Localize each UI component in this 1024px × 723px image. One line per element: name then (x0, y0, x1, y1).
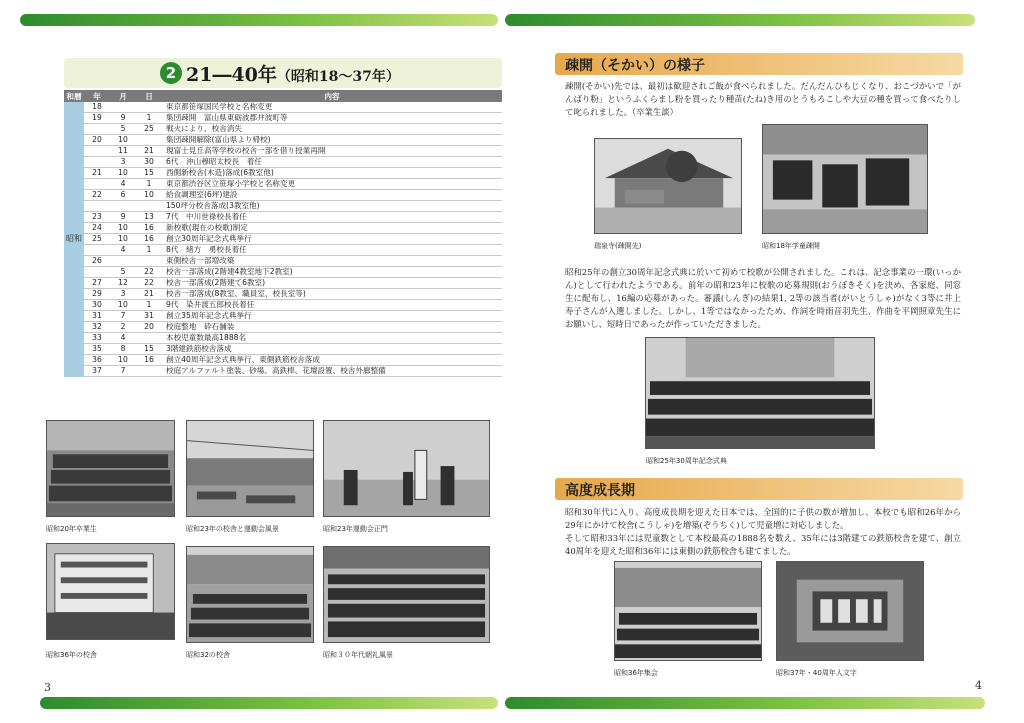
month-cell: 8 (110, 344, 136, 355)
month-cell: 4 (110, 333, 136, 344)
content-cell: 7代 中川世祿校長着任 (162, 212, 502, 223)
table-row (64, 366, 502, 377)
month-cell: 6 (110, 190, 136, 201)
year-cell: 19 (84, 113, 110, 124)
section-title-main: 21―40年 (186, 64, 277, 86)
content-cell: 創立30周年記念式典挙行 (162, 234, 502, 245)
day-cell: 16 (136, 234, 162, 245)
year-cell: 22 (84, 190, 110, 201)
table-row (64, 322, 502, 333)
table-row (64, 234, 502, 245)
content-cell: 給食調理室(6坪)建設 (162, 190, 502, 201)
month-cell: 3 (110, 289, 136, 300)
table-row (64, 300, 502, 311)
photo-showa37-human-letters (776, 561, 924, 661)
day-cell: 22 (136, 278, 162, 289)
day-cell: 22 (136, 267, 162, 278)
header-year: 年 (84, 90, 110, 102)
caption-ceremony: 昭和25年30周年記念式典 (646, 457, 727, 465)
month-cell: 5 (110, 267, 136, 278)
content-cell: 創立40周年記念式典挙行、東側鉄筋校舎落成 (162, 355, 502, 366)
month-cell (110, 201, 136, 212)
year-cell: 27 (84, 278, 110, 289)
table-row (64, 212, 502, 223)
year-cell (84, 157, 110, 168)
year-cell: 35 (84, 344, 110, 355)
photo-showa30s-morning-assembly (323, 546, 490, 643)
day-cell: 10 (136, 190, 162, 201)
month-cell: 2 (110, 322, 136, 333)
content-cell: 集団疎開解除(富山県より帰校) (162, 135, 502, 146)
caption-photo-6: 昭和３０年代朝礼風景 (323, 651, 393, 659)
day-cell: 1 (136, 113, 162, 124)
day-cell: 25 (136, 124, 162, 135)
section-title (186, 60, 400, 87)
month-cell: 10 (110, 168, 136, 179)
day-cell: 21 (136, 146, 162, 157)
section-title-sub: （昭和18～37年） (276, 69, 400, 85)
table-row (64, 344, 502, 355)
section-heading (64, 58, 502, 88)
year-cell: 36 (84, 355, 110, 366)
content-cell: 校庭整地 砕石舗装 (162, 322, 502, 333)
day-cell: 15 (136, 344, 162, 355)
table-row (64, 311, 502, 322)
year-cell: 33 (84, 333, 110, 344)
day-cell: 20 (136, 322, 162, 333)
top-band-left (20, 14, 498, 26)
caption-photo-5: 昭和32の校舎 (186, 651, 230, 659)
paragraph-sokai: 疎開(そかい)先では、最初は歓迎されご飯が食べられました。だんだんひもじくなり、おこづかいで「がんばり粉」というふくらまし粉を買ったり種苗(たね)き用のとうもろこしや大豆の種を買って食べたりして叱られました。（卒業生談） (565, 81, 961, 117)
month-cell: 9 (110, 113, 136, 124)
day-cell: 16 (136, 223, 162, 234)
history-table-body (64, 102, 502, 377)
header-month: 月 (110, 90, 136, 102)
content-cell: 9代 染井渡五郎校長着任 (162, 300, 502, 311)
month-cell: 9 (110, 212, 136, 223)
content-cell: 現富士見丘高等学校の校舎一部を借り授業再開 (162, 146, 502, 157)
page-number-right: 4 (975, 679, 982, 692)
caption-human-letters: 昭和37年・40周年人文字 (776, 669, 857, 677)
table-row (64, 168, 502, 179)
year-cell: 32 (84, 322, 110, 333)
year-cell: 18 (84, 102, 110, 113)
day-cell (136, 256, 162, 267)
day-cell: 16 (136, 355, 162, 366)
header-day: 日 (136, 90, 162, 102)
history-table (64, 90, 502, 377)
page-number-left: 3 (44, 681, 51, 694)
bottom-band-right (505, 697, 985, 709)
bottom-band-left (40, 697, 498, 709)
photo-showa25-ceremony (645, 337, 875, 449)
heading-high-growth (555, 478, 963, 500)
caption-evacuation: 昭和18年学童疎開 (762, 242, 820, 250)
content-cell: 創立35周年記念式典挙行 (162, 311, 502, 322)
month-cell: 3 (110, 157, 136, 168)
caption-zuisenji: 瑞泉寺(疎開先) (594, 242, 642, 250)
year-cell: 23 (84, 212, 110, 223)
month-cell: 10 (110, 355, 136, 366)
paragraph-high-growth-1: 昭和30年代に入り、高度成長期を迎えた日本では、全国的に子供の数が増加し、本校でも昭和26年から29年にかけて校舎(こうしゃ)を増築(ぞうちく)して児童増に対応しました。 (565, 507, 961, 530)
day-cell (136, 135, 162, 146)
heading-sokai (555, 53, 963, 75)
content-cell: 3階建鉄筋校舎落成 (162, 344, 502, 355)
section-number-badge: 2 (160, 62, 182, 84)
content-cell: 150坪分校舎落成(3教室他) (162, 201, 502, 212)
day-cell (136, 102, 162, 113)
table-row (64, 201, 502, 212)
content-cell: 東側校舎一部増改築 (162, 256, 502, 267)
year-cell: 24 (84, 223, 110, 234)
year-cell: 20 (84, 135, 110, 146)
header-content: 内容 (162, 90, 502, 102)
paragraph-school-song: 昭和25年の創立30周年記念式典に於いて初めて校歌が公開されました。これは、記念事業の一環(いっかん)として行われたようである。前年の昭和23年に校歌の応募規則(おうぼきそく)を決め、各家庭、同窓生に配布し、16編の応募があった。審議(しんぎ)の結果1, 2等の該当者(がいとうしゃ)がなく3等に井上寿子さんが入選しました。しかし、1等ではなかったため、作詞を時雨音羽先生、作曲を平岡照章先生にお願いし、短時日であったが作っていただきました。 (565, 267, 961, 329)
table-row (64, 355, 502, 366)
table-row (64, 124, 502, 135)
content-cell: 校舎一部落成(2階建て6教室) (162, 278, 502, 289)
month-cell (110, 256, 136, 267)
content-cell: 戦火により、校舎消失 (162, 124, 502, 135)
day-cell: 13 (136, 212, 162, 223)
day-cell: 21 (136, 289, 162, 300)
table-row (64, 135, 502, 146)
content-cell: 校庭アルファルト塗装、砂場、高鉄棒、花壇設置、校舎外廊整備 (162, 366, 502, 377)
month-cell: 10 (110, 135, 136, 146)
content-cell: 6代 沖山穆昭太校長 着任 (162, 157, 502, 168)
table-row (64, 102, 502, 113)
content-cell: 新校歌(現在の校歌)制定 (162, 223, 502, 234)
month-cell: 4 (110, 179, 136, 190)
photo-showa36-school (46, 543, 175, 640)
caption-photo-4: 昭和36年の校舎 (46, 651, 97, 659)
content-cell: 8代 緒方 勇校長着任 (162, 245, 502, 256)
table-row (64, 179, 502, 190)
table-header-row (64, 90, 502, 102)
day-cell: 15 (136, 168, 162, 179)
month-cell: 11 (110, 146, 136, 157)
month-cell (110, 102, 136, 113)
photo-showa20-graduates (46, 420, 175, 517)
table-row (64, 245, 502, 256)
table-row (64, 289, 502, 300)
day-cell: 30 (136, 157, 162, 168)
photo-showa18-evacuation (762, 124, 928, 234)
day-cell: 1 (136, 245, 162, 256)
content-cell: 集団疎開 富山県東砺波郡井波町等 (162, 113, 502, 124)
year-cell: 26 (84, 256, 110, 267)
year-cell (84, 146, 110, 157)
month-cell: 10 (110, 234, 136, 245)
year-cell (84, 201, 110, 212)
table-row (64, 146, 502, 157)
month-cell: 10 (110, 300, 136, 311)
month-cell: 7 (110, 366, 136, 377)
month-cell: 7 (110, 311, 136, 322)
year-cell (84, 245, 110, 256)
day-cell (136, 366, 162, 377)
heading-sokai-text: 疎開（そかい）の様子 (565, 58, 705, 74)
day-cell (136, 201, 162, 212)
year-cell: 31 (84, 311, 110, 322)
day-cell (136, 333, 162, 344)
photo-showa32-school (186, 546, 314, 643)
caption-assembly: 昭和36年集会 (614, 669, 658, 677)
paragraph-high-growth-2: そして昭和33年には児童数として本校最高の1888名を数え、35年には3階建ての鉄筋校舎を建て、創立40周年を迎えた昭和36年には東側の鉄筋校舎も建てました。 (565, 533, 961, 556)
table-row (64, 278, 502, 289)
header-era: 和暦 (64, 90, 84, 102)
table-row (64, 190, 502, 201)
month-cell: 4 (110, 245, 136, 256)
table-row (64, 267, 502, 278)
month-cell: 5 (110, 124, 136, 135)
year-cell: 29 (84, 289, 110, 300)
year-cell: 25 (84, 234, 110, 245)
content-cell: 西側新校舎(木造)落成(6教室他) (162, 168, 502, 179)
caption-photo-2: 昭和23年の校舎と運動会風景 (186, 525, 279, 533)
month-cell: 12 (110, 278, 136, 289)
day-cell: 1 (136, 179, 162, 190)
caption-photo-3: 昭和23年運動会正門 (323, 525, 388, 533)
content-cell: 東京都笹塚国民学校と名称変更 (162, 102, 502, 113)
year-cell: 30 (84, 300, 110, 311)
year-cell (84, 267, 110, 278)
photo-showa23-sports-gate (323, 420, 490, 517)
year-cell (84, 179, 110, 190)
content-cell: 校舎一部落成(2階建4教室地下2教室) (162, 267, 502, 278)
era-cell: 昭和 (64, 102, 84, 377)
top-band-right (505, 14, 975, 26)
month-cell: 10 (110, 223, 136, 234)
year-cell: 37 (84, 366, 110, 377)
content-cell: 本校児童数最高1888名 (162, 333, 502, 344)
photo-showa36-assembly (614, 561, 762, 661)
content-cell: 校舎一部落成(8教室、職員室、校長室等) (162, 289, 502, 300)
heading-high-growth-text: 高度成長期 (565, 483, 635, 499)
day-cell: 31 (136, 311, 162, 322)
photo-showa23-school-sports (186, 420, 314, 517)
table-row (64, 333, 502, 344)
content-cell: 東京都渋谷区立笹塚小学校と名称変更 (162, 179, 502, 190)
table-row (64, 223, 502, 234)
caption-photo-1: 昭和20年卒業生 (46, 525, 97, 533)
photo-zuisenji-temple (594, 138, 742, 234)
table-row (64, 157, 502, 168)
day-cell: 1 (136, 300, 162, 311)
year-cell (84, 124, 110, 135)
table-row (64, 113, 502, 124)
table-row (64, 256, 502, 267)
year-cell: 21 (84, 168, 110, 179)
